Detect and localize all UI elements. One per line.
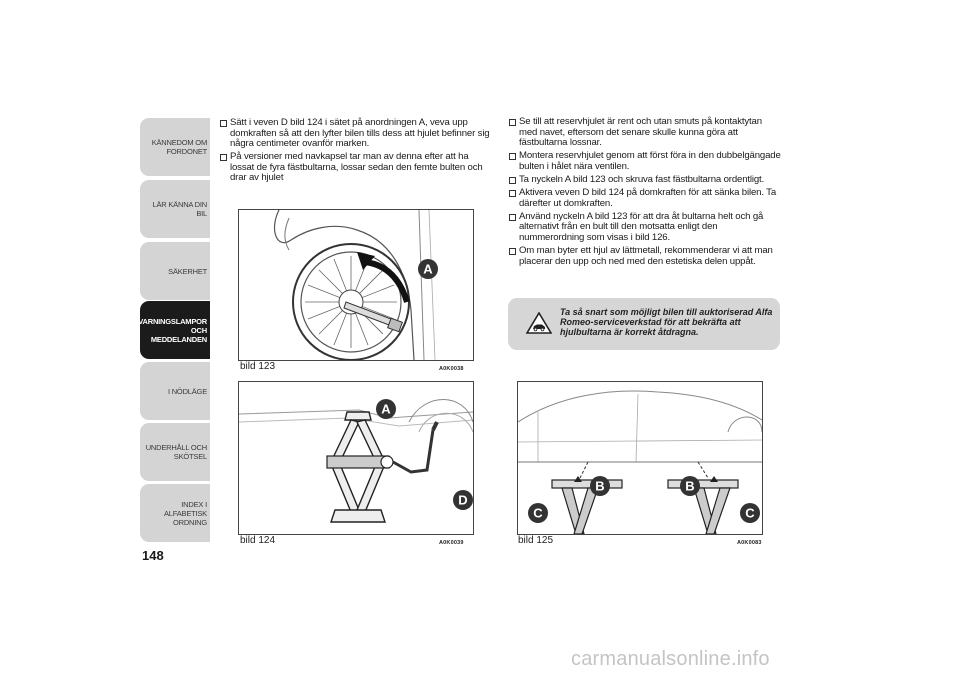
tab-kannedom-om-fordonet[interactable]: KÄNNEDOM OM FORDONET	[140, 118, 210, 176]
figure-label-d: D	[458, 492, 468, 508]
list-item: Sätt i veven D bild 124 i sätet på anordningen A, veva upp domkraften så att den lyfter bilen tills dess att hjulet befinner sig några centimeter ovanför marken.	[220, 118, 490, 150]
figure-123-code: A0K0038	[439, 366, 464, 372]
tab-varningslampor-och-meddelanden[interactable]: VARNINGSLAMPOR OCH MEDDELANDEN	[140, 301, 210, 359]
tab-lar-kanna-din-bil[interactable]: LÄR KÄNNA DIN BIL	[140, 180, 210, 238]
figure-125-jack-points	[517, 381, 763, 535]
tab-i-nodlage[interactable]: I NÖDLÄGE	[140, 362, 210, 420]
figure-label-a: A	[423, 261, 433, 277]
right-text-column	[509, 117, 781, 270]
figure-124-caption: bild 124	[240, 535, 276, 546]
list-item: Ta nyckeln A bild 123 och skruva fast fästbultarna ordentligt.	[509, 175, 781, 186]
list-item: Om man byter ett hjul av lättmetall, rekommenderar vi att man placerar den upp och ned med den estetiska delen uppåt.	[509, 246, 781, 267]
figure-label-b-right: B	[685, 478, 695, 494]
list-item: Se till att reservhjulet är rent och utan smuts på kontaktytan med navet, eftersom det senare skulle kunna göra att fästbultarna lossnar.	[509, 117, 781, 149]
page-number: 148	[142, 548, 164, 563]
list-item: Använd nyckeln A bild 123 för att dra åt bultarna helt och gå alternativt från en bult till den motsatta enligt den nummerordning som visas i bild 126.	[509, 212, 781, 244]
watermark: carmanualsonline.info	[571, 648, 770, 670]
figure-123-wheel-wrench	[238, 209, 474, 361]
figure-label-c-left: C	[533, 505, 543, 521]
figure-124-code: A0K0039	[439, 540, 464, 546]
figure-124-jack	[238, 381, 474, 535]
jack-illustration	[239, 382, 473, 534]
figure-label-c-right: C	[745, 505, 755, 521]
left-text-column	[220, 118, 490, 187]
warning-car-icon	[526, 312, 552, 334]
list-item: Aktivera veven D bild 124 på domkraften för att sänka bilen. Ta därefter ut domkraften.	[509, 188, 781, 209]
warning-box	[508, 298, 780, 350]
tab-underhall-och-skotsel[interactable]: UNDERHÅLL OCH SKÖTSEL	[140, 423, 210, 481]
figure-label-b-left: B	[595, 478, 605, 494]
figure-label-a: A	[381, 401, 391, 417]
list-item: Montera reservhjulet genom att först föra in den dubbelgängade bulten i hålet nära ventilen.	[509, 151, 781, 172]
list-item: På versioner med navkapsel tar man av denna efter att ha lossat de fyra fästbultarna, lossar sedan den femte bulten och drar av hjulet	[220, 152, 490, 184]
tab-sakerhet[interactable]: SÄKERHET	[140, 242, 210, 300]
figure-125-caption: bild 125	[518, 535, 554, 546]
figure-123-caption: bild 123	[240, 361, 276, 372]
wheel-wrench-illustration	[239, 210, 473, 360]
jack-points-illustration	[518, 382, 762, 534]
warning-text: Ta så snart som möjligt bilen till auktoriserad Alfa Romeo-serviceverkstad för att bekräfta att hjulbultarna är korrekt åtdragna.	[560, 307, 773, 337]
tab-index-i-alfabetisk-ordning[interactable]: INDEX I ALFABETISK ORDNING	[140, 484, 210, 542]
figure-125-code: A0K0083	[737, 540, 762, 546]
